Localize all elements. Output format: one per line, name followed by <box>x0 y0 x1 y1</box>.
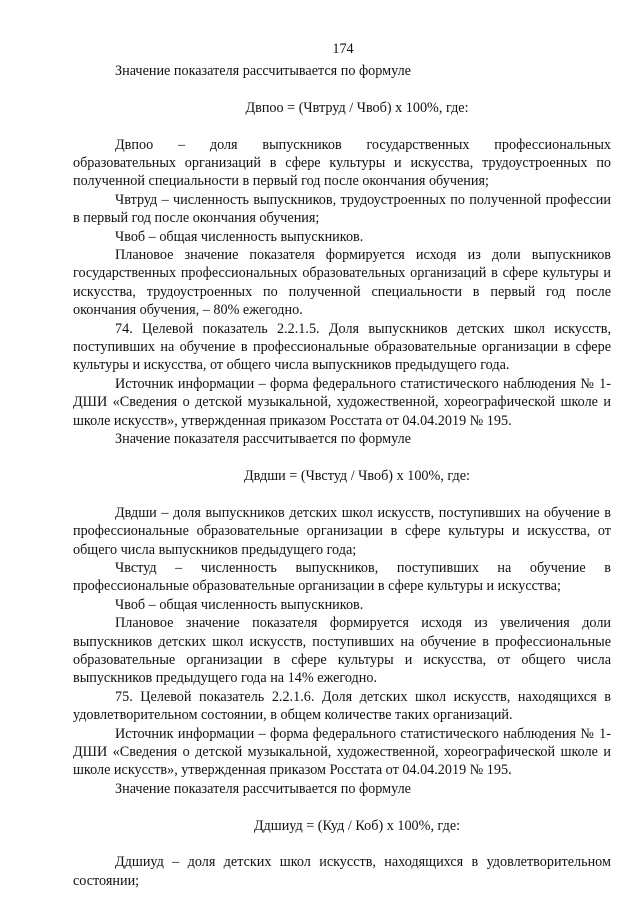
blank-line <box>73 485 611 503</box>
paragraph: Источник информации – форма федерального статистического наблюдения № 1-ДШИ «Сведения о детской музыкальной, художественной, хореографической школе и школе искусств», утвержденная приказом Росстата от 04.04.2019 № 195. <box>73 725 611 779</box>
page-number: 174 <box>332 41 354 57</box>
paragraph: Чвоб – общая численность выпускников. <box>115 596 364 613</box>
paragraph: Значение показателя рассчитывается по формуле <box>115 63 411 79</box>
paragraph: Чвтруд – численность выпускников, трудоустроенных по полученной профессии в первый год после окончания обучения; <box>73 191 611 227</box>
formula: Двдши = (Чвстуд / Чвоб) х 100%, где: <box>244 467 470 484</box>
paragraph: Значение показателя рассчитывается по формуле <box>115 431 411 448</box>
paragraph: Плановое значение показателя формируется исходя из доли выпускников государственных профессиональных образовательных организаций в сфере культуры и искусства, трудоустроенных по полученной специальности в первый год после окончания обучения, – 80% ежегодно. <box>73 247 611 319</box>
paragraph: Ддшиуд – доля детских школ искусств, находящихся в удовлетворительном состоянии; <box>73 854 611 889</box>
blank-line <box>73 798 611 816</box>
blank-line <box>73 835 611 853</box>
blank-line <box>73 117 611 135</box>
paragraph: Плановое значение показателя формируется исходя из увеличения доли выпускников детских школ искусств, поступивших на обучение в профессиональные образовательные организации в сфере культуры и искусства, от общего числа выпускников предыдущего года на 14% ежегодно. <box>73 615 611 687</box>
formula: Двпоо = (Чвтруд / Чвоб) х 100%, где: <box>245 99 469 116</box>
blank-line <box>73 449 611 467</box>
paragraph: Чвоб – общая численность выпускников. <box>115 228 364 245</box>
paragraph: Значение показателя рассчитывается по формуле <box>115 780 411 797</box>
paragraph: Двпоо – доля выпускников государственных профессиональных образовательных организаций в сфере культуры и искусства, трудоустроенных по полученной специальности в первый год после окончания обучения; <box>73 136 611 190</box>
paragraph: 75. Целевой показатель 2.2.1.6. Доля детских школ искусств, находящихся в удовлетворительном состоянии, в общем количестве таких организаций. <box>73 688 611 724</box>
blank-line <box>73 80 611 98</box>
paragraph: Чвстуд – численность выпускников, поступивших на обучение в профессиональные образовательные организации в сфере культуры и искусства; <box>73 559 611 595</box>
paragraph: Двдши – доля выпускников детских школ искусств, поступивших на обучение в профессиональные образовательные организации в сфере культуры и искусства, от общего числа выпускников предыдущего года; <box>73 504 611 558</box>
document-body <box>73 62 611 890</box>
formula: Ддшиуд = (Куд / Коб) х 100%, где: <box>253 817 461 834</box>
paragraph: Источник информации – форма федерального статистического наблюдения № 1-ДШИ «Сведения о детской музыкальной, художественной, хореографической школе и школе искусств», утвержденная приказом Росстата от 04.04.2019 № 195. <box>73 375 611 429</box>
paragraph: 74. Целевой показатель 2.2.1.5. Доля выпускников детских школ искусств, поступивших на обучение в профессиональные образовательные организации в сфере культуры и искусства, от общего числа выпускников предыдущего года. <box>73 320 611 374</box>
